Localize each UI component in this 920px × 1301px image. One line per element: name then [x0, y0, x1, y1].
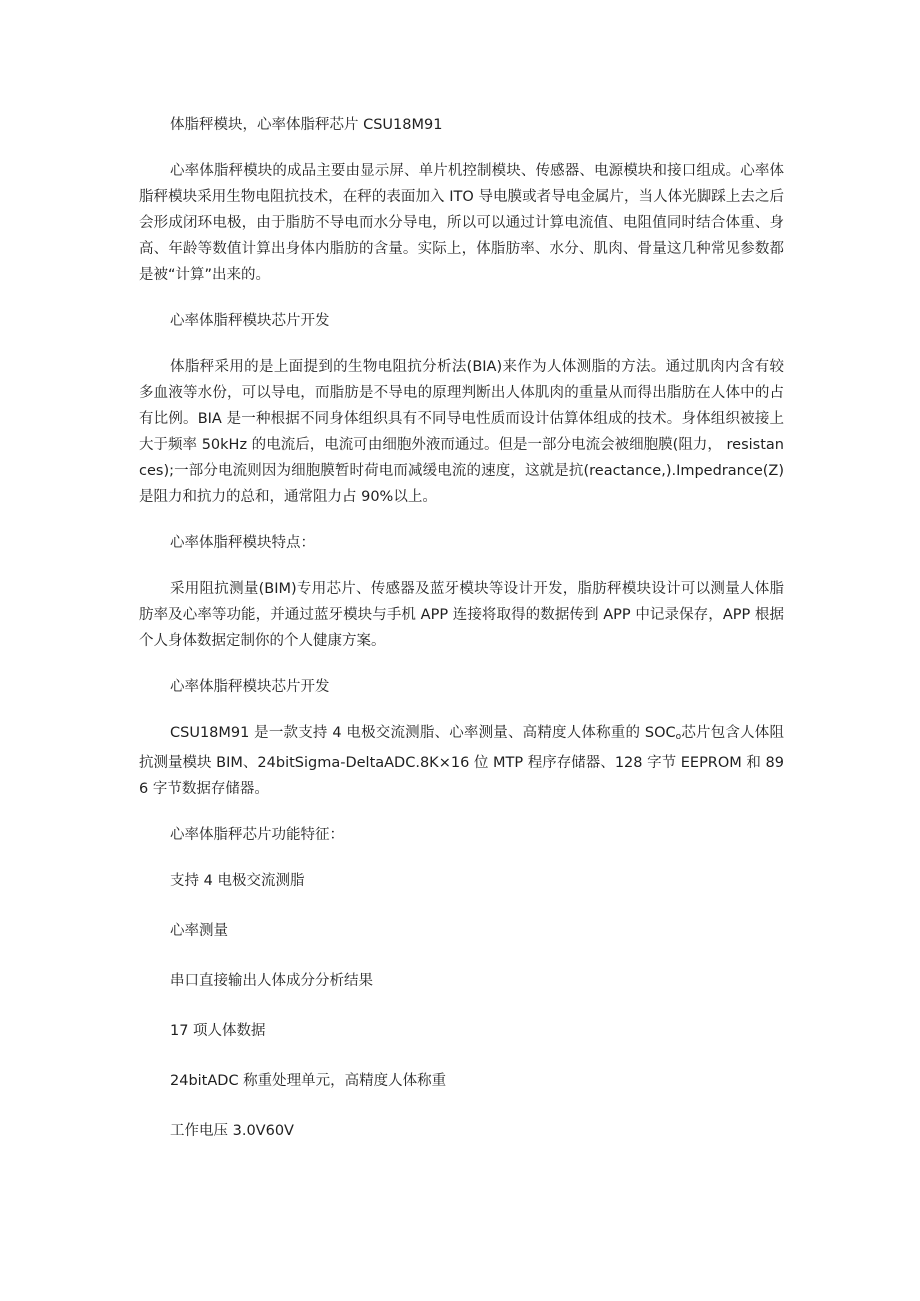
section-heading-chip-development: 心率体脂秤模块芯片开发: [170, 313, 330, 329]
feature-list: [139, 868, 784, 1144]
intro-paragraph: 心率体脂秤模块的成品主要由显示屏、单片机控制模块、传感器、电源模块和接口组成。心率体脂秤模块采用生物电阻抗技术，在秤的表面加入 ITO 导电膜或者导电金属片，当人体光脚踩上去之后会形成闭环电极，由于脂肪不导电而水分导电，所以可以通过计算电流值、电阻值同时结合体重、身高、年龄等数值计算出身体内脂肪的含量。实际上，体脂肪率、水分、肌肉、骨量这几种常见参数都是被“计算”出来的。: [139, 163, 784, 283]
chip-description-paragraph: [139, 720, 784, 802]
feature-item: 工作电压 3.0V60V: [170, 1123, 294, 1139]
feature-item: 心率测量: [170, 923, 228, 939]
document-body: [139, 112, 784, 1168]
feature-item: 支持 4 电极交流测脂: [170, 873, 305, 889]
bia-method-paragraph: 体脂秤采用的是上面提到的生物电阻抗分析法(BIA)来作为人体测脂的方法。通过肌肉内含有较多血液等水份，可以导电，而脂肪是不导电的原理判断出人体肌肉的重量从而得出脂肪在人体中的占有比例。BIA 是一种根据不同身体组织具有不同导电性质而设计估算体组成的技术。身体组织被接上大于频率 50kHz 的电流后，电流可由细胞外液而通过。但是一部分电流会被细胞膜(阻力， resistances);一部分电流则因为细胞膜暂时荷电而减缓电流的速度，这就是抗(reactance,).Impedrance(Z)是阻力和抗力的总和，通常阻力占 90%以上。: [139, 359, 784, 505]
section-heading-module-features: 心率体脂秤模块特点：: [170, 535, 315, 551]
section-heading-chip-development-2: 心率体脂秤模块芯片开发: [170, 679, 330, 695]
module-features-paragraph: 采用阻抗测量(BIM)专用芯片、传感器及蓝牙模块等设计开发，脂肪秤模块设计可以测量人体脂肪率及心率等功能，并通过蓝牙模块与手机 APP 连接将取得的数据传到 APP 中记录保存，APP 根据个人身体数据定制你的个人健康方案。: [139, 581, 784, 649]
feature-item: 17 项人体数据: [170, 1023, 266, 1039]
feature-item: 24bitADC 称重处理单元，高精度人体称重: [170, 1073, 447, 1089]
document-title: 体脂秤模块，心率体脂秤芯片 CSU18M91: [170, 117, 443, 133]
chip-description-text-end: 芯片包含人体阻抗测量模块 BIM、24bitSigma-DeltaADC.8K×16 位 MTP 程序存储器、128 字节 EEPROM 和 896 字节数据存储器。: [139, 725, 784, 797]
chip-description-text-start: CSU18M91 是一款支持 4 电极交流测脂、心率测量、高精度人体称重的 SOC: [170, 725, 676, 741]
soc-subscript: o: [675, 732, 682, 742]
feature-item: 串口直接输出人体成分分析结果: [170, 973, 373, 989]
features-heading: 心率体脂秤芯片功能特征：: [170, 827, 344, 843]
